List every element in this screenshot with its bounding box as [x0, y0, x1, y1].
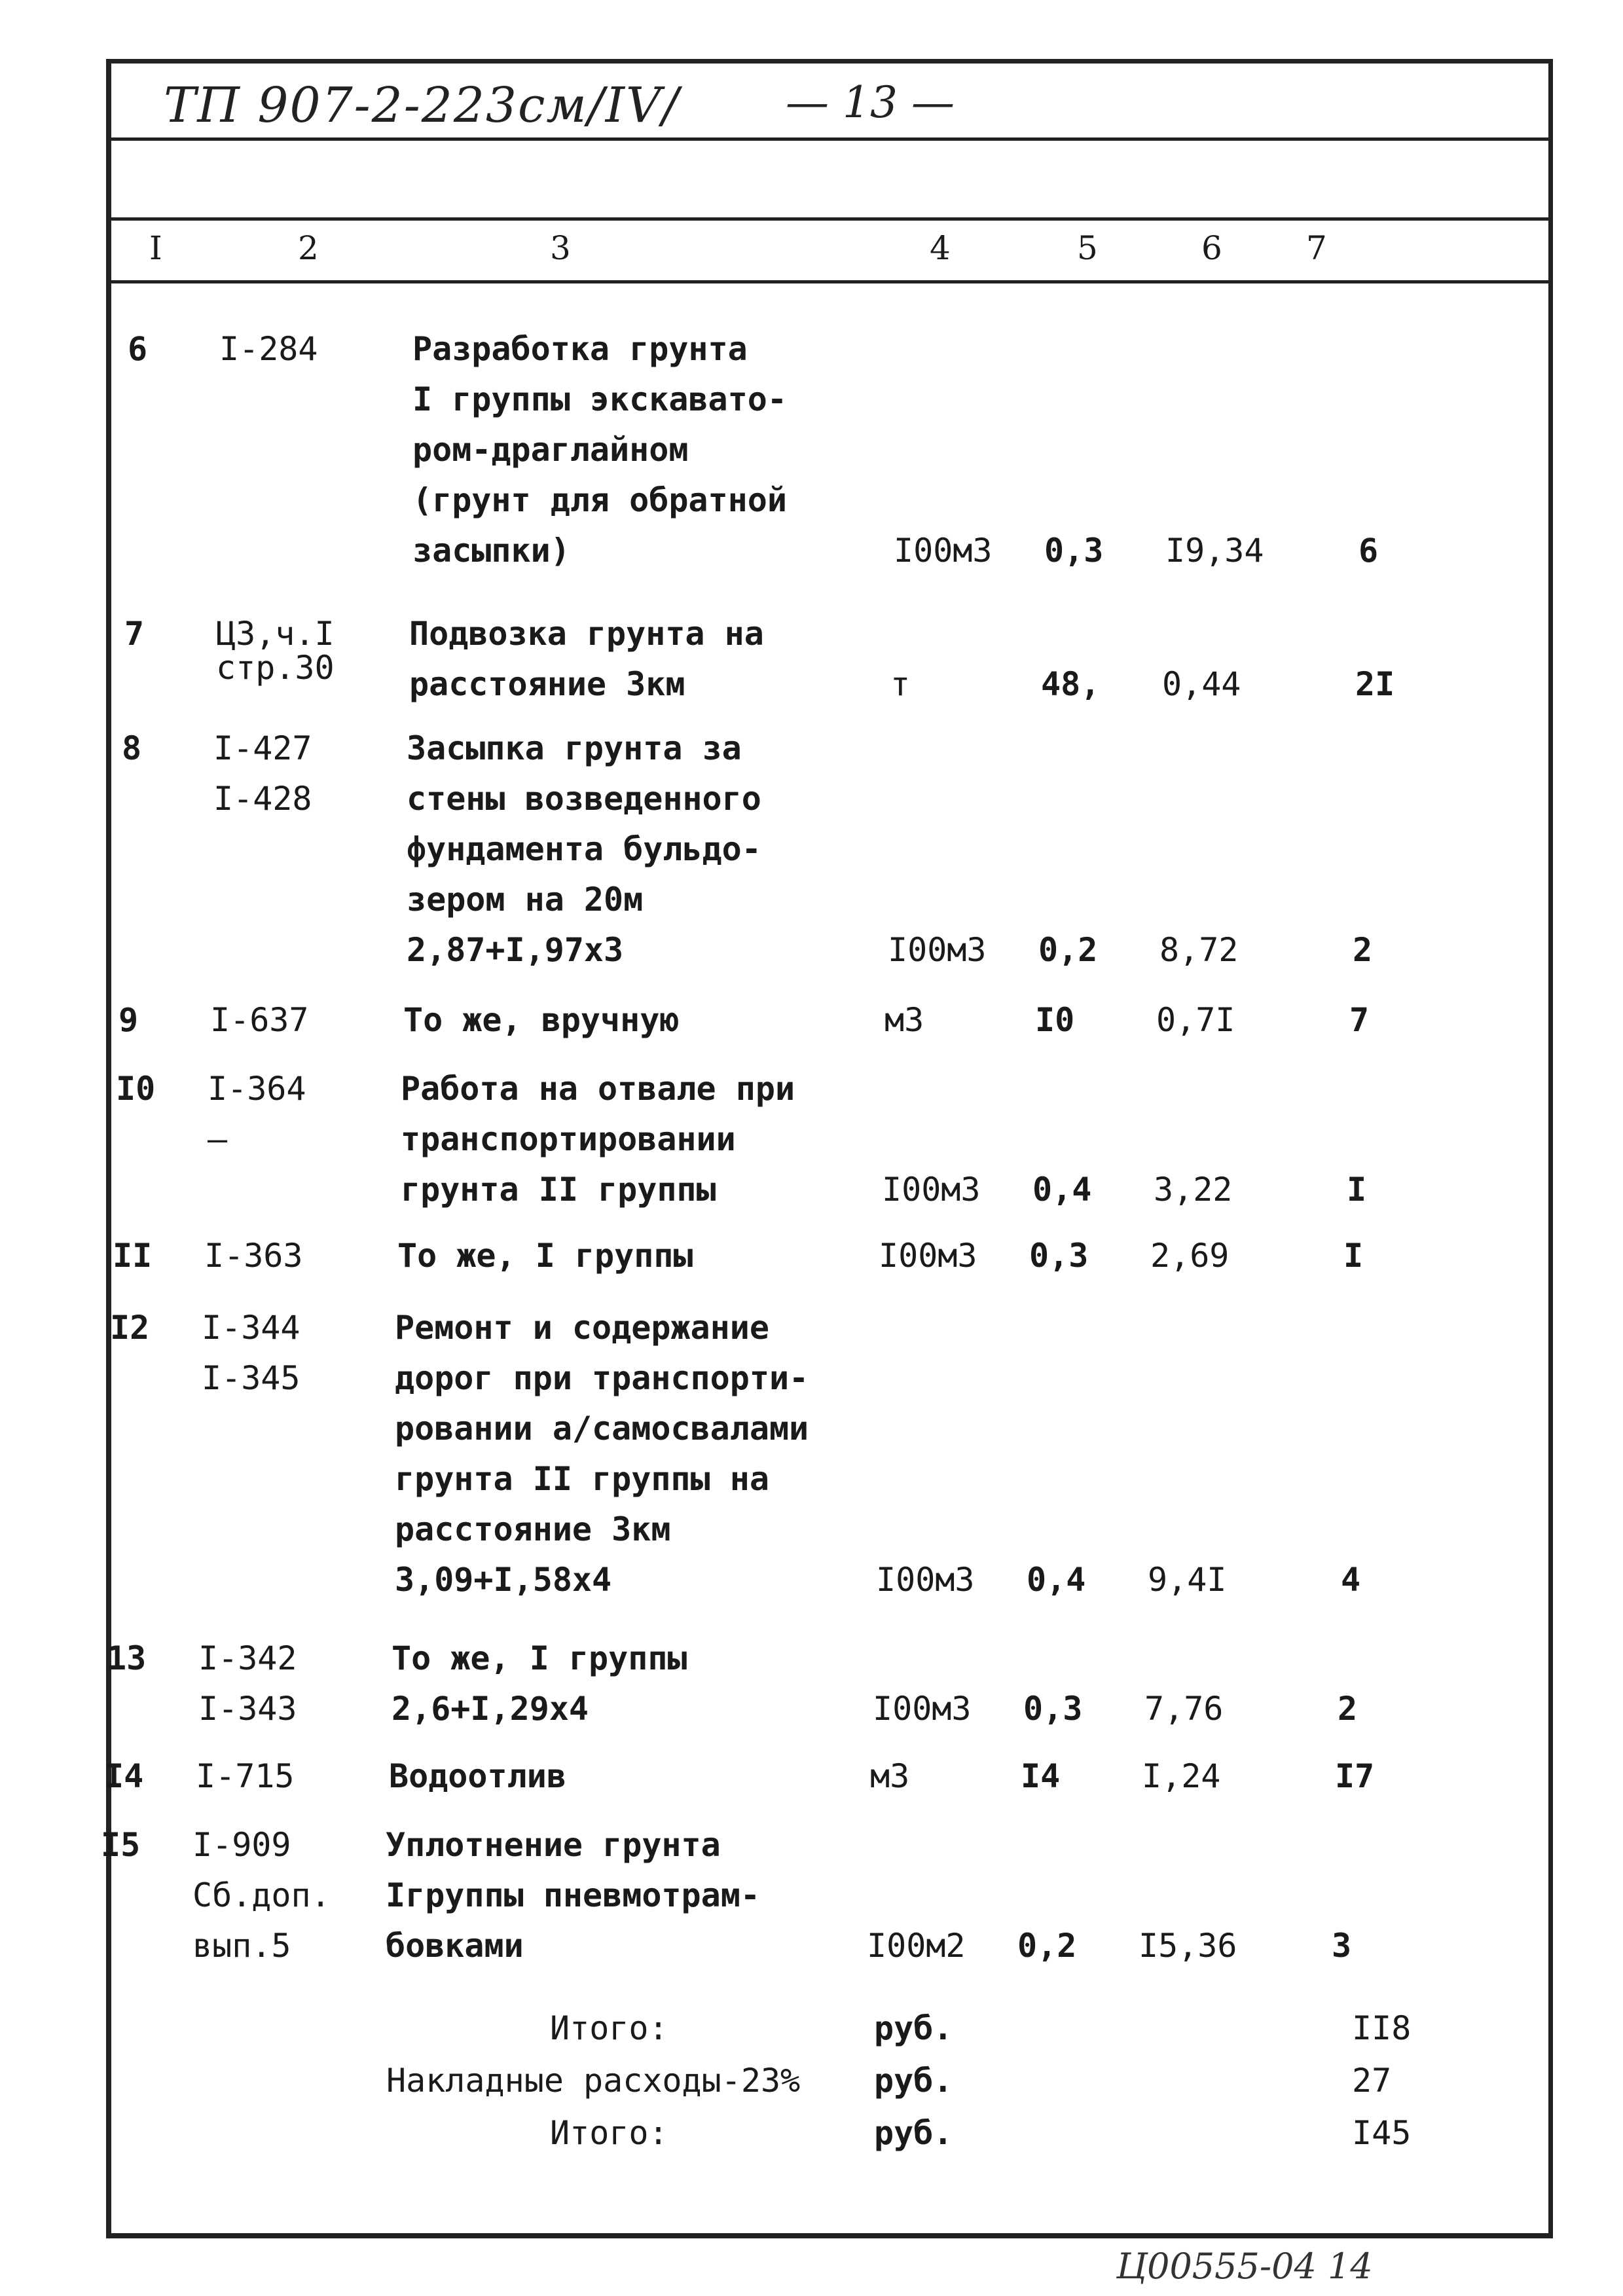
row-description-line: Работа на отвале при: [401, 1070, 795, 1108]
row-number: 13: [107, 1639, 147, 1677]
row-description-line: Подвозка грунта на: [409, 615, 764, 653]
row-description-line: 3,09+I,58х4: [395, 1561, 612, 1599]
row-unit: м3: [870, 1757, 910, 1795]
row-price: 3,22: [1154, 1171, 1233, 1209]
row-sum: I: [1347, 1171, 1367, 1209]
totals-sum: I45: [1352, 2114, 1412, 2152]
row-unit: I00м3: [888, 931, 987, 969]
row-description-line: 2,87+I,97х3: [407, 931, 624, 969]
row-unit: I00м3: [894, 532, 993, 570]
row-sum: I: [1343, 1237, 1364, 1275]
row-description-line: ровании а/самосвалами: [395, 1410, 809, 1448]
row-description-line: грунта II группы: [401, 1171, 716, 1209]
row-price: I,24: [1142, 1757, 1221, 1795]
row-sum: 2: [1338, 1690, 1358, 1728]
row-unit: I00м3: [882, 1171, 981, 1209]
row-description-line: стены возведенного: [407, 780, 761, 818]
row-description-line: 2,6+I,29х4: [392, 1690, 589, 1728]
row-code: I-715: [196, 1757, 295, 1795]
row-sum: 7: [1349, 1001, 1370, 1039]
row-number: 8: [122, 729, 142, 767]
row-sum: 3: [1332, 1927, 1352, 1965]
totals-unit: руб.: [874, 2114, 953, 2152]
row-description-line: Iгруппы пневмотрам-: [386, 1876, 760, 1914]
row-code: ЦЗ,ч.I: [216, 615, 335, 653]
row-unit: т: [890, 665, 911, 703]
row-quantity: 0,3: [1023, 1690, 1083, 1728]
row-quantity: 0,3: [1044, 532, 1104, 570]
row-code: —: [208, 1120, 228, 1158]
row-unit: I00м3: [879, 1237, 977, 1275]
footer-document-number: Ц00555-04 14: [1116, 2246, 1373, 2287]
row-code: I-342: [198, 1639, 297, 1677]
row-description-line: расстояние 3км: [409, 665, 685, 703]
row-number: 9: [119, 1001, 139, 1039]
row-price: 2,69: [1150, 1237, 1230, 1275]
row-description-line: Уплотнение грунта: [386, 1826, 721, 1864]
row-code: вып.5: [192, 1927, 291, 1965]
row-code: I-428: [213, 780, 312, 818]
row-description-line: транспортировании: [401, 1120, 736, 1158]
row-quantity: I4: [1021, 1757, 1061, 1795]
row-number: I4: [104, 1757, 144, 1795]
row-price: 0,44: [1162, 665, 1241, 703]
row-quantity: 0,4: [1027, 1561, 1086, 1599]
column-header-7: 7: [1306, 229, 1327, 267]
totals-sum: II8: [1352, 2009, 1412, 2047]
row-number: I2: [110, 1309, 150, 1347]
row-code: стр.30: [216, 649, 335, 687]
row-quantity: 48,: [1041, 665, 1101, 703]
row-code: I-364: [208, 1070, 306, 1108]
totals-label: Итого:: [550, 2114, 668, 2152]
row-code: I-284: [219, 330, 318, 368]
column-header-5: 5: [1077, 229, 1098, 267]
page-number: — 13 —: [786, 77, 955, 128]
column-header-1: I: [149, 229, 162, 267]
row-quantity: 0,4: [1032, 1171, 1092, 1209]
row-number: I5: [101, 1826, 141, 1864]
row-description-line: Засыпка грунта за: [407, 729, 742, 767]
row-unit: м3: [884, 1001, 924, 1039]
columns-bottom-divider: [111, 280, 1548, 283]
row-code: I-363: [204, 1237, 303, 1275]
row-code: I-427: [213, 729, 312, 767]
row-description-line: Ремонт и содержание: [395, 1309, 769, 1347]
row-number: II: [113, 1237, 153, 1275]
columns-top-divider: [111, 217, 1548, 221]
row-description-line: То же, I группы: [397, 1237, 693, 1275]
totals-sum: 27: [1352, 2062, 1392, 2100]
totals-unit: руб.: [874, 2009, 953, 2047]
row-description-line: фундамента бульдо-: [407, 830, 761, 868]
row-description-line: засыпки): [412, 532, 570, 570]
row-description-line: бовками: [386, 1927, 524, 1965]
row-description-line: (грунт для обратной: [412, 481, 787, 519]
row-sum: 6: [1359, 532, 1379, 570]
row-price: 9,4I: [1148, 1561, 1227, 1599]
row-quantity: 0,2: [1017, 1927, 1077, 1965]
row-description-line: I группы экскавато-: [412, 380, 787, 418]
row-code: I-909: [192, 1826, 291, 1864]
row-quantity: I0: [1035, 1001, 1075, 1039]
totals-label: Накладные расходы-23%: [386, 2062, 801, 2100]
row-sum: 2: [1353, 931, 1373, 969]
row-description-line: грунта II группы на: [395, 1460, 769, 1498]
totals-unit: руб.: [874, 2062, 953, 2100]
row-price: 7,76: [1144, 1690, 1224, 1728]
row-code: Сб.доп.: [192, 1876, 331, 1914]
row-description-line: То же, вручную: [403, 1001, 680, 1039]
row-description-line: расстояние 3км: [395, 1510, 671, 1548]
row-code: I-345: [202, 1359, 301, 1397]
row-code: I-637: [210, 1001, 309, 1039]
column-header-4: 4: [930, 229, 951, 267]
header-divider: [111, 137, 1548, 141]
row-unit: I00м3: [873, 1690, 972, 1728]
column-header-6: 6: [1201, 229, 1222, 267]
row-number: 7: [124, 615, 145, 653]
row-description-line: Разработка грунта: [412, 330, 748, 368]
document-stamp: ТП 907-2-223см/IV/: [164, 77, 680, 134]
row-sum: 2I: [1355, 665, 1395, 703]
row-description-line: ром-драглайном: [412, 431, 689, 469]
row-price: I9,34: [1165, 532, 1264, 570]
row-description-line: Водоотлив: [389, 1757, 566, 1795]
row-price: 0,7I: [1156, 1001, 1235, 1039]
row-description-line: зером на 20м: [407, 881, 644, 919]
row-price: I5,36: [1139, 1927, 1237, 1965]
column-header-2: 2: [298, 229, 319, 267]
row-code: I-344: [202, 1309, 301, 1347]
row-code: I-343: [198, 1690, 297, 1728]
row-quantity: 0,2: [1038, 931, 1098, 969]
row-unit: I00м2: [867, 1927, 966, 1965]
row-sum: 4: [1341, 1561, 1361, 1599]
row-number: I0: [116, 1070, 156, 1108]
row-description-line: То же, I группы: [392, 1639, 687, 1677]
row-sum: I7: [1335, 1757, 1375, 1795]
totals-label: Итого:: [550, 2009, 668, 2047]
row-unit: I00м3: [876, 1561, 975, 1599]
row-number: 6: [128, 330, 148, 368]
row-description-line: дорог при транспорти-: [395, 1359, 809, 1397]
column-header-3: 3: [550, 229, 571, 267]
row-price: 8,72: [1159, 931, 1239, 969]
row-quantity: 0,3: [1029, 1237, 1089, 1275]
